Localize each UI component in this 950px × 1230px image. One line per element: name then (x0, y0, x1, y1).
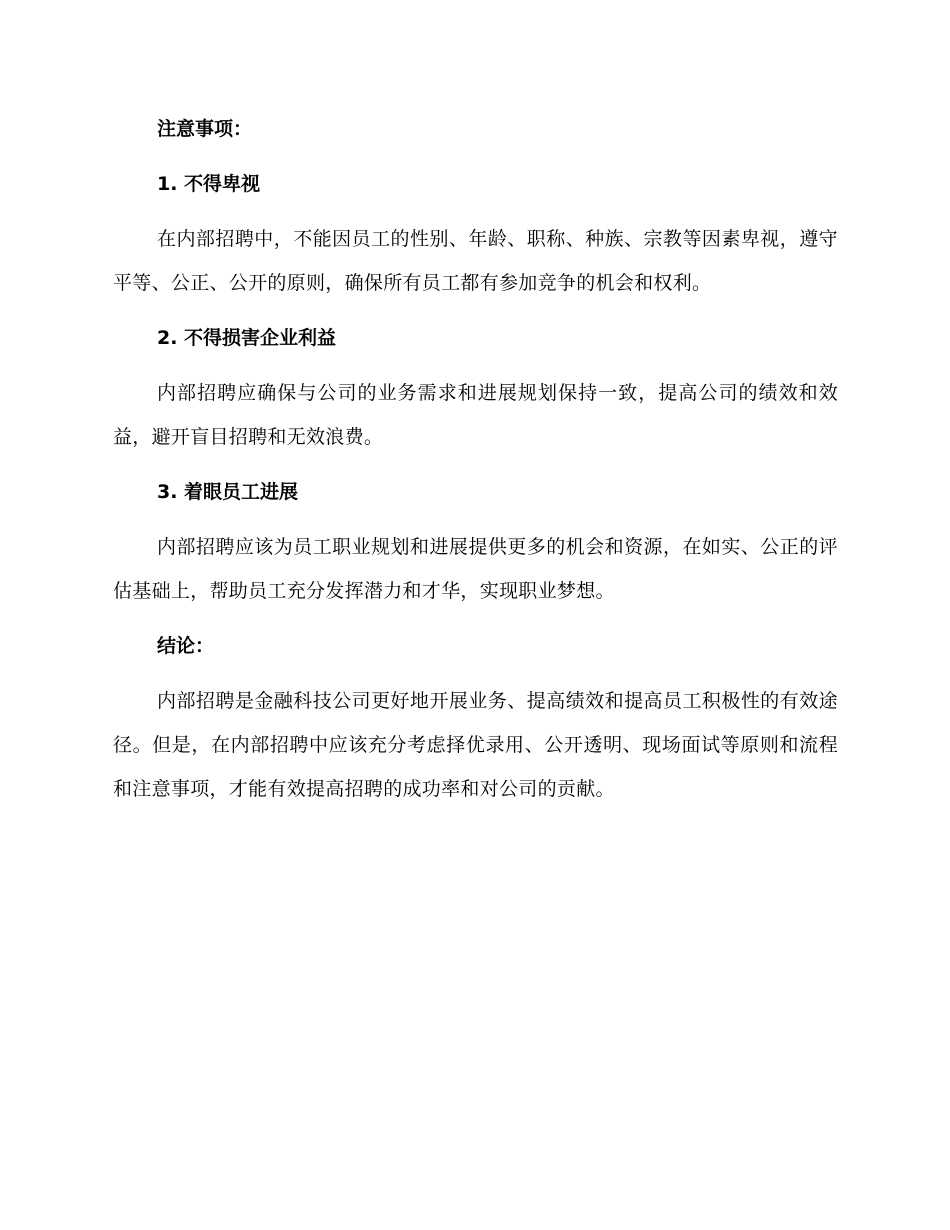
item-2-title: 2. 不得损害企业利益 (157, 327, 337, 349)
item-3-title: 3. 着眼员工进展 (157, 481, 299, 503)
item-1-title: 1. 不得卑视 (157, 173, 261, 195)
conclusion-heading: 结论： (157, 635, 215, 657)
item-2-text: 内部招聘应确保与公司的业务需求和进展规划保持一致，提高公司的绩效和效益，避开盲目招聘和无效浪费。 (113, 382, 838, 448)
notes-heading: 注意事项： (157, 118, 253, 140)
item-1-text: 在内部招聘中，不能因员工的性别、年龄、职称、种族、宗教等因素卑视，遵守平等、公正、公开的原则，确保所有员工都有参加竞争的机会和权利。 (113, 228, 838, 294)
item-3-text: 内部招聘应该为员工职业规划和进展提供更多的机会和资源，在如实、公正的评估基础上，帮助员工充分发挥潜力和才华，实现职业梦想。 (113, 536, 838, 602)
conclusion-text: 内部招聘是金融科技公司更好地开展业务、提高绩效和提高员工积极性的有效途径。但是，在内部招聘中应该充分考虑择优录用、公开透明、现场面试等原则和流程和注意事项，才能有效提高招聘的成功率和对公司的贡献。 (113, 690, 838, 800)
